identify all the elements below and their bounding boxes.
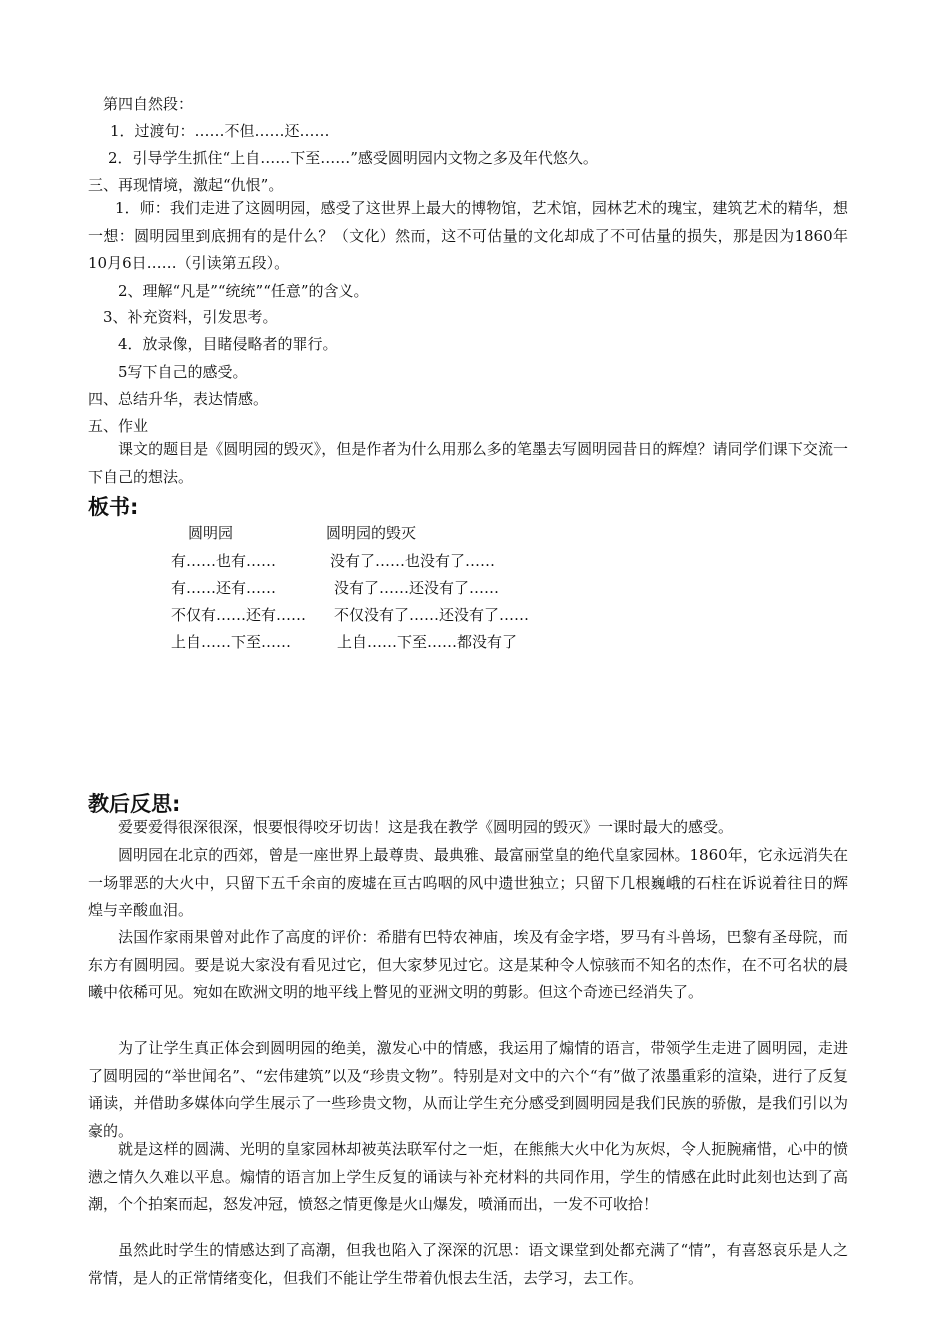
board-left-row: 上自……下至…… [171,633,292,651]
board-right-row: 没有了……还没有了…… [334,579,500,597]
board-right-header: 圆明园的毁灭 [326,524,417,542]
p3-item-1: 1．师：我们走进了这圆明园，感受了这世界上最大的博物馆，艺术馆，园林艺术的瑰宝，建筑艺术的精华，想一想：圆明园里到底拥有的是什么？（文化）然而，这不可估量的文化却成了不可估量的损失，那是因为1860年10月6日……（引读第五段）。 [88,199,848,272]
p3-item-4: 4．放录像，目睹侵略者的罪行。 [118,335,338,353]
part4-title: 四、总结升华，表达情感。 [88,390,269,408]
reflection-paragraph: 就是这样的圆满、光明的皇家园林却被英法联军付之一炬，在熊熊大火中化为灰烬，令人扼腕痛惜，心中的愤懑之情久久难以平息。煽情的语言加上学生反复的诵读与补充材料的共同作用，学生的情感在此时此刻也达到了高潮，个个拍案而起，怒发冲冠，愤怒之情更像是火山爆发，喷涌而出，一发不可收拾！ [88,1140,848,1213]
board-right-row: 不仅没有了……还没有了…… [334,606,530,624]
p3-item-2: 2、理解“凡是”“统统”“任意”的含义。 [118,282,369,300]
board-left-row: 有……还有…… [171,579,277,597]
board-right-row: 上自……下至……都没有了 [337,633,518,651]
reflection-paragraph: 为了让学生真正体会到圆明园的绝美，激发心中的情感，我运用了煽情的语言，带领学生走进了圆明园，走进了圆明园的“举世闻名”、“宏伟建筑”以及“珍贵文物”。特别是对文中的六个“有”做了浓墨重彩的渲染，进行了反复诵读，并借助多媒体向学生展示了一些珍贵文物，从而让学生充分感受到圆明园是我们民族的骄傲，是我们引以为豪的。 [88,1039,848,1140]
board-left-row: 有……也有…… [171,552,277,570]
board-left-header: 圆明园 [188,524,234,542]
reflection-paragraph: 爱要爱得很深很深，恨要恨得咬牙切齿！这是我在教学《圆明园的毁灭》一课时最大的感受。 [118,818,734,836]
s4-item-1: 1．过渡句：……不但……还…… [110,122,330,140]
board-title: 板书: [88,495,139,519]
section4-title: 第四自然段： [103,95,194,113]
part3-title: 三、再现情境，激起“仇恨”。 [88,176,284,194]
reflection-paragraph: 法国作家雨果曾对此作了高度的评价：希腊有巴特农神庙，埃及有金字塔，罗马有斗兽场，巴黎有圣母院，而东方有圆明园。要是说大家没有看见过它，但大家梦见过它。这是某种令人惊骇而不知名的杰作，在不可名状的晨曦中依稀可见。宛如在欧洲文明的地平线上瞥见的亚洲文明的剪影。但这个奇迹已经消失了。 [88,928,848,1001]
part5-title: 五、作业 [88,417,149,435]
board-right-row: 没有了……也没有了…… [330,552,496,570]
p3-item-5: 5写下自己的感受。 [118,363,248,381]
reflection-title: 教后反思: [88,792,181,816]
board-left-row: 不仅有……还有…… [171,606,307,624]
p3-item-3: 3、补充资料，引发思考。 [103,308,278,326]
reflection-paragraph: 圆明园在北京的西郊，曾是一座世界上最尊贵、最典雅、最富丽堂皇的绝代皇家园林。1860年，它永远消失在一场罪恶的大火中，只留下五千余亩的废墟在亘古呜咽的风中遗世独立；只留下几根巍峨的石柱在诉说着往日的辉煌与辛酸血泪。 [88,846,848,919]
reflection-paragraph: 虽然此时学生的情感达到了高潮，但我也陷入了深深的沉思：语文课堂到处都充满了“情”，有喜怒哀乐是人之常情，是人的正常情绪变化，但我们不能让学生带着仇恨去生活，去学习，去工作。 [88,1241,848,1287]
homework-text: 课文的题目是《圆明园的毁灭》，但是作者为什么用那么多的笔墨去写圆明园昔日的辉煌？请同学们课下交流一下自己的想法。 [88,440,848,486]
s4-item-2: 2．引导学生抓住“上自……下至……”感受圆明园内文物之多及年代悠久。 [108,149,598,167]
